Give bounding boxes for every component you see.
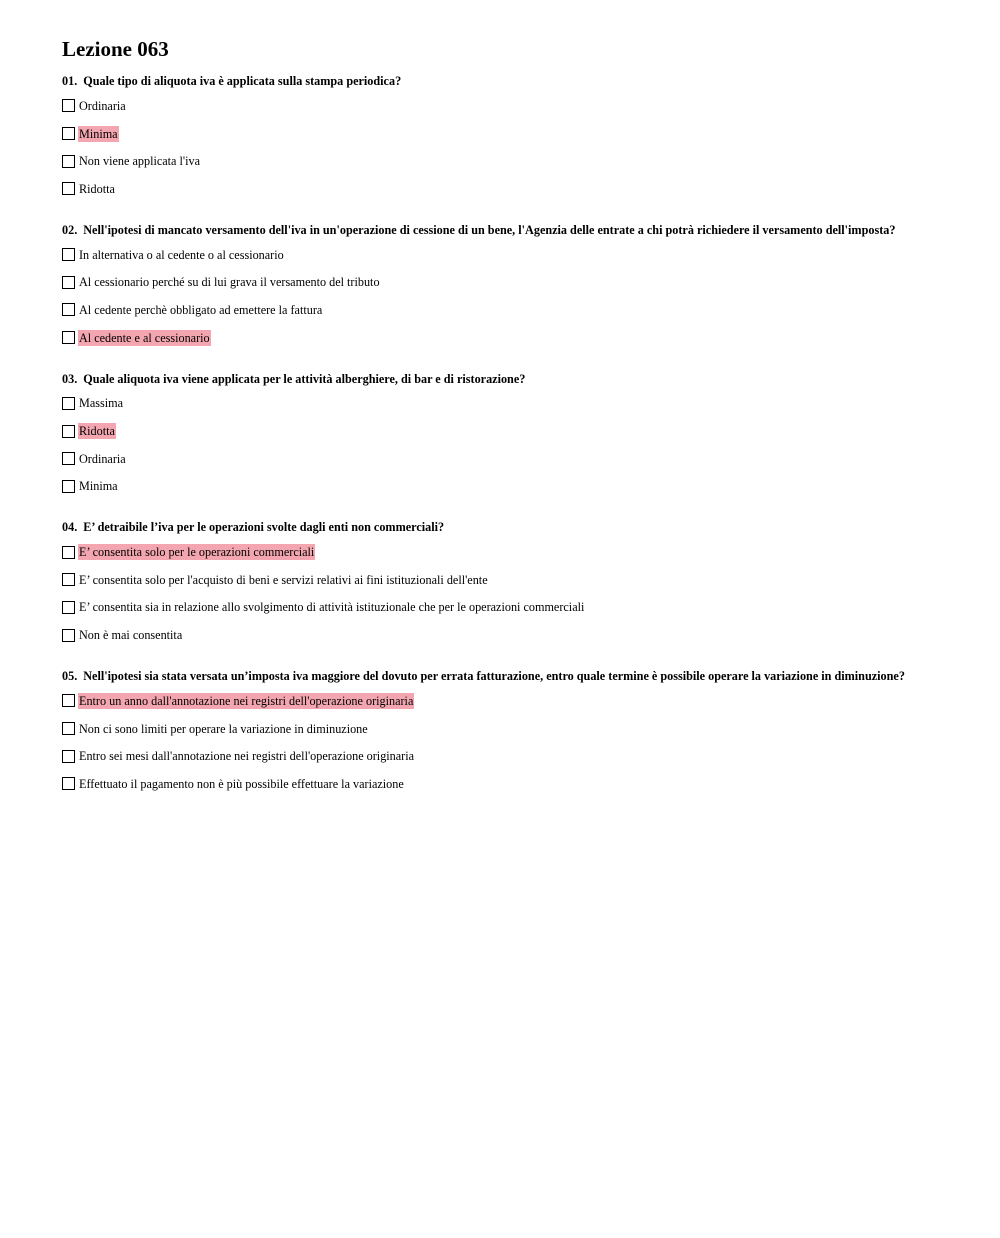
question-prompt: Nell'ipotesi di mancato versamento dell'iva in un'operazione di cessione di un bene, l'Agenzia delle entrate a chi potrà richiedere il versamento dell'imposta? [83, 222, 896, 237]
answer-label: E’ consentita sia in relazione allo svolgimento di attività istituzionale che per le operazioni commerciali [79, 600, 585, 615]
answer-option[interactable] [62, 621, 942, 649]
answer-option[interactable] [62, 296, 942, 324]
question-block [62, 372, 942, 501]
answer-option[interactable] [62, 147, 942, 175]
answer-option[interactable] [62, 770, 942, 798]
answer-option[interactable] [62, 390, 942, 418]
answer-label: In alternativa o al cedente o al cessionario [79, 247, 284, 262]
question-prompt: Nell'ipotesi sia stata versata un’imposta iva maggiore del dovuto per errata fatturazione, entro quale termine è possibile operare la variazione in diminuzione? [83, 669, 905, 683]
question-list [62, 74, 942, 798]
answer-option[interactable] [62, 687, 942, 715]
answer-checkbox[interactable] [62, 276, 75, 289]
question-text [62, 669, 942, 683]
answer-label: Entro sei mesi dall'annotazione nei registri dell'operazione originaria [79, 749, 415, 764]
answer-option[interactable] [62, 566, 942, 594]
question-number: 05. [62, 669, 78, 683]
answer-label: Ordinaria [79, 98, 126, 113]
answer-options [62, 92, 942, 203]
answer-options [62, 538, 942, 649]
answer-label: Massima [79, 396, 124, 411]
answer-label: Non viene applicata l'iva [79, 154, 200, 169]
question-block [62, 669, 942, 798]
answer-option[interactable] [62, 175, 942, 203]
answer-checkbox[interactable] [62, 546, 75, 559]
answer-checkbox[interactable] [62, 99, 75, 112]
answer-checkbox[interactable] [62, 397, 75, 410]
answer-checkbox[interactable] [62, 331, 75, 344]
question-text [62, 520, 942, 534]
answer-label: Minima [79, 479, 118, 494]
question-prompt: E’ detraibile l’iva per le operazioni svolte dagli enti non commerciali? [83, 520, 445, 535]
answer-checkbox[interactable] [62, 425, 75, 438]
question-number: 02. [62, 222, 78, 237]
answer-option[interactable] [62, 120, 942, 148]
answer-label: Effettuato il pagamento non è più possibile effettuare la variazione [79, 776, 404, 791]
answer-label-correct: Entro un anno dall'annotazione nei registri dell'operazione originaria [79, 693, 414, 708]
answer-label: Non è mai consentita [79, 628, 183, 643]
answer-label: Ridotta [79, 181, 115, 196]
answer-option[interactable] [62, 742, 942, 770]
answer-checkbox[interactable] [62, 601, 75, 614]
answer-checkbox[interactable] [62, 303, 75, 316]
answer-label-correct: Ridotta [79, 424, 115, 439]
answer-options [62, 390, 942, 501]
answer-options [62, 687, 942, 798]
answer-checkbox[interactable] [62, 452, 75, 465]
answer-option[interactable] [62, 324, 942, 352]
question-block [62, 223, 942, 352]
answer-label: E’ consentita solo per l'acquisto di beni e servizi relativi ai fini istituzionali dell'ente [79, 572, 488, 587]
answer-checkbox[interactable] [62, 155, 75, 168]
question-block [62, 74, 942, 203]
answer-checkbox[interactable] [62, 127, 75, 140]
question-prompt: Quale aliquota iva viene applicata per le attività alberghiere, di bar e di ristorazione? [83, 371, 526, 386]
answer-options [62, 241, 942, 352]
answer-label-correct: Minima [79, 126, 118, 141]
answer-checkbox[interactable] [62, 750, 75, 763]
question-number: 04. [62, 520, 78, 535]
question-prompt: Quale tipo di aliquota iva è applicata sulla stampa periodica? [83, 74, 402, 88]
answer-option[interactable] [62, 241, 942, 269]
answer-label-correct: Al cedente e al cessionario [79, 330, 210, 345]
answer-checkbox[interactable] [62, 777, 75, 790]
answer-option[interactable] [62, 715, 942, 743]
question-text [62, 223, 942, 237]
answer-label: Ordinaria [79, 451, 126, 466]
answer-checkbox[interactable] [62, 480, 75, 493]
answer-option[interactable] [62, 268, 942, 296]
answer-checkbox[interactable] [62, 182, 75, 195]
answer-option[interactable] [62, 417, 942, 445]
question-number: 03. [62, 371, 78, 386]
question-text [62, 74, 942, 88]
answer-checkbox[interactable] [62, 722, 75, 735]
answer-checkbox[interactable] [62, 629, 75, 642]
lesson-page [62, 36, 942, 798]
answer-option[interactable] [62, 538, 942, 566]
answer-label: Non ci sono limiti per operare la variazione in diminuzione [79, 721, 368, 736]
answer-label: Al cessionario perché su di lui grava il versamento del tributo [79, 275, 380, 290]
answer-label-correct: E’ consentita solo per le operazioni commerciali [79, 545, 315, 560]
answer-label: Al cedente perchè obbligato ad emettere la fattura [79, 302, 323, 317]
question-block [62, 520, 942, 649]
lesson-title: Lezione 063 [62, 37, 169, 61]
question-number: 01. [62, 74, 78, 88]
question-text [62, 372, 942, 386]
answer-checkbox[interactable] [62, 573, 75, 586]
answer-checkbox[interactable] [62, 248, 75, 261]
answer-checkbox[interactable] [62, 694, 75, 707]
answer-option[interactable] [62, 92, 942, 120]
answer-option[interactable] [62, 473, 942, 501]
answer-option[interactable] [62, 445, 942, 473]
answer-option[interactable] [62, 594, 942, 622]
